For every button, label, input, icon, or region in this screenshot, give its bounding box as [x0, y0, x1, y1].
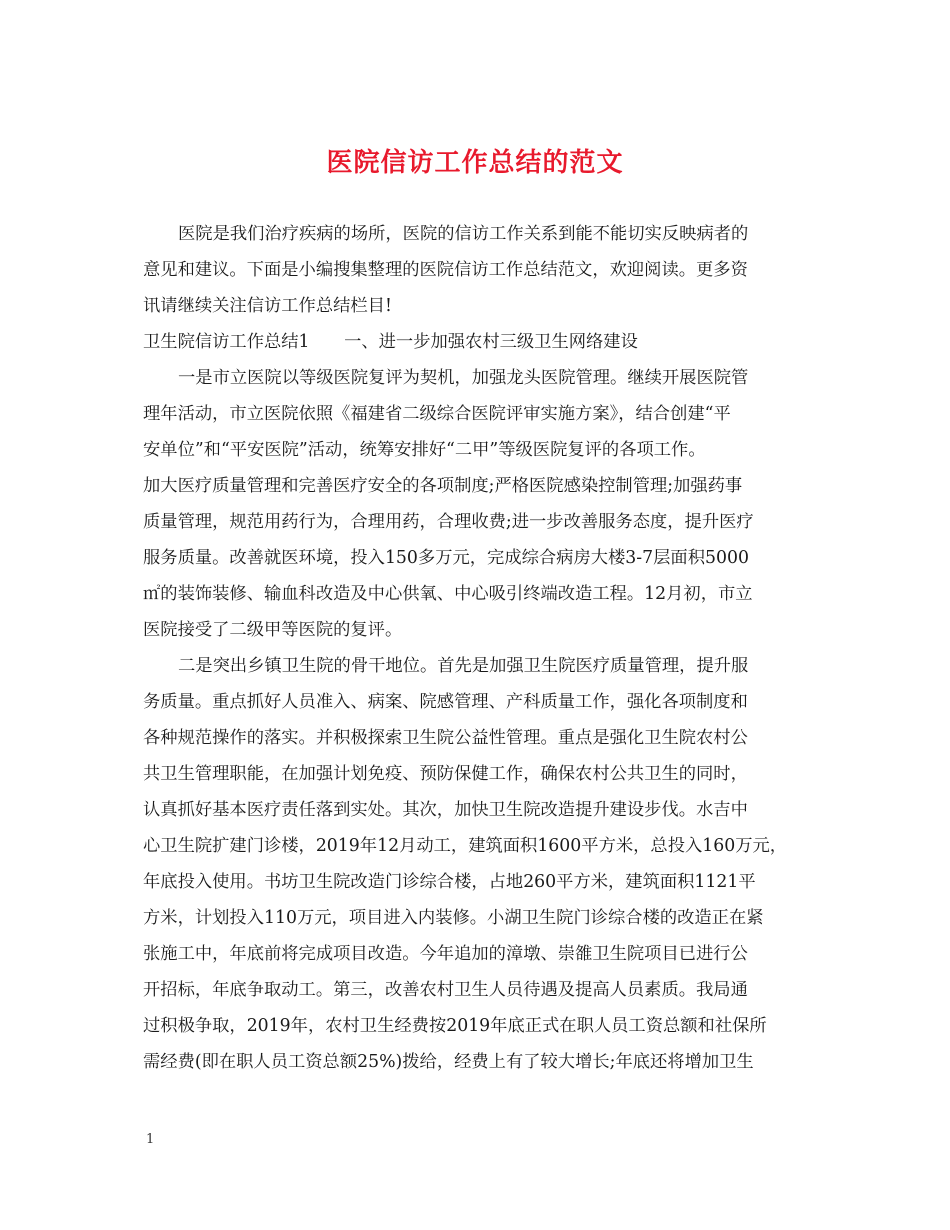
paragraph-line: 张施工中，年底前将完成项目改造。今年追加的漳墩、崇雒卫生院项目已进行公 [143, 944, 748, 964]
paragraph-line: 安单位”和“平安医院”活动，统筹安排好“二甲”等级医院复评的各项工作。 [143, 440, 706, 460]
paragraph-line: 意见和建议。下面是小编搜集整理的医院信访工作总结范文，欢迎阅读。更多资 [143, 260, 748, 280]
paragraph-line: 医院是我们治疗疾病的场所，医院的信访工作关系到能不能切实反映病者的 [178, 224, 749, 244]
paragraph-line: 质量管理，规范用药行为，合理用药，合理收费;进一步改善服务态度，提升医疗 [143, 512, 754, 532]
paragraph-line: 理年活动，市立医院依照《福建省二级综合医院评审实施方案》，结合创建“平 [143, 404, 731, 424]
paragraph-line: 加大医疗质量管理和完善医疗安全的各项制度;严格医院感染控制管理;加强药事 [143, 476, 743, 496]
paragraph-line: 讯请继续关注信访工作总结栏目! [143, 296, 392, 316]
paragraph-line: ㎡的装饰装修、输血科改造及中心供氧、中心吸引终端改造工程。12月初，市立 [143, 584, 753, 604]
section-heading-line: 卫生院信访工作总结1 一、进一步加强农村三级卫生网络建设 [143, 332, 638, 352]
paragraph-line: 方米，计划投入110万元，项目进入内装修。小湖卫生院门诊综合楼的改造正在紧 [143, 908, 764, 928]
paragraph-line: 务质量。重点抓好人员准入、病案、院感管理、产科质量工作，强化各项制度和 [143, 692, 748, 712]
paragraph-line: 过积极争取，2019年，农村卫生经费按2019年底正式在职人员工资总额和社保所 [143, 1016, 767, 1036]
document-title: 医院信访工作总结的范文 [326, 148, 624, 178]
paragraph-line: 二是突出乡镇卫生院的骨干地位。首先是加强卫生院医疗质量管理，提升服 [178, 656, 749, 676]
paragraph-line: 服务质量。改善就医环境，投入150多万元，完成综合病房大楼3-7层面积5000 [143, 548, 749, 568]
paragraph-line: 心卫生院扩建门诊楼，2019年12月动工，建筑面积1600平方米，总投入160万元， [143, 836, 788, 856]
paragraph-line: 一是市立医院以等级医院复评为契机，加强龙头医院管理。继续开展医院管 [178, 368, 749, 388]
page-number: 1 [146, 1132, 155, 1147]
paragraph-line: 医院接受了二级甲等医院的复评。 [143, 620, 403, 640]
paragraph-line: 认真抓好基本医疗责任落到实处。其次，加快卫生院改造提升建设步伐。水吉中 [143, 800, 748, 820]
paragraph-line: 需经费(即在职人员工资总额25%)拨给，经费上有了较大增长;年底还将增加卫生 [143, 1052, 754, 1072]
paragraph-line: 年底投入使用。书坊卫生院改造门诊综合楼，占地260平方米，建筑面积1121平 [143, 872, 756, 892]
paragraph-line: 开招标，年底争取动工。第三，改善农村卫生人员待遇及提高人员素质。我局通 [143, 980, 748, 1000]
paragraph-line: 各种规范操作的落实。并积极探索卫生院公益性管理。重点是强化卫生院农村公 [143, 728, 748, 748]
paragraph-line: 共卫生管理职能，在加强计划免疫、预防保健工作，确保农村公共卫生的同时， [143, 764, 748, 784]
